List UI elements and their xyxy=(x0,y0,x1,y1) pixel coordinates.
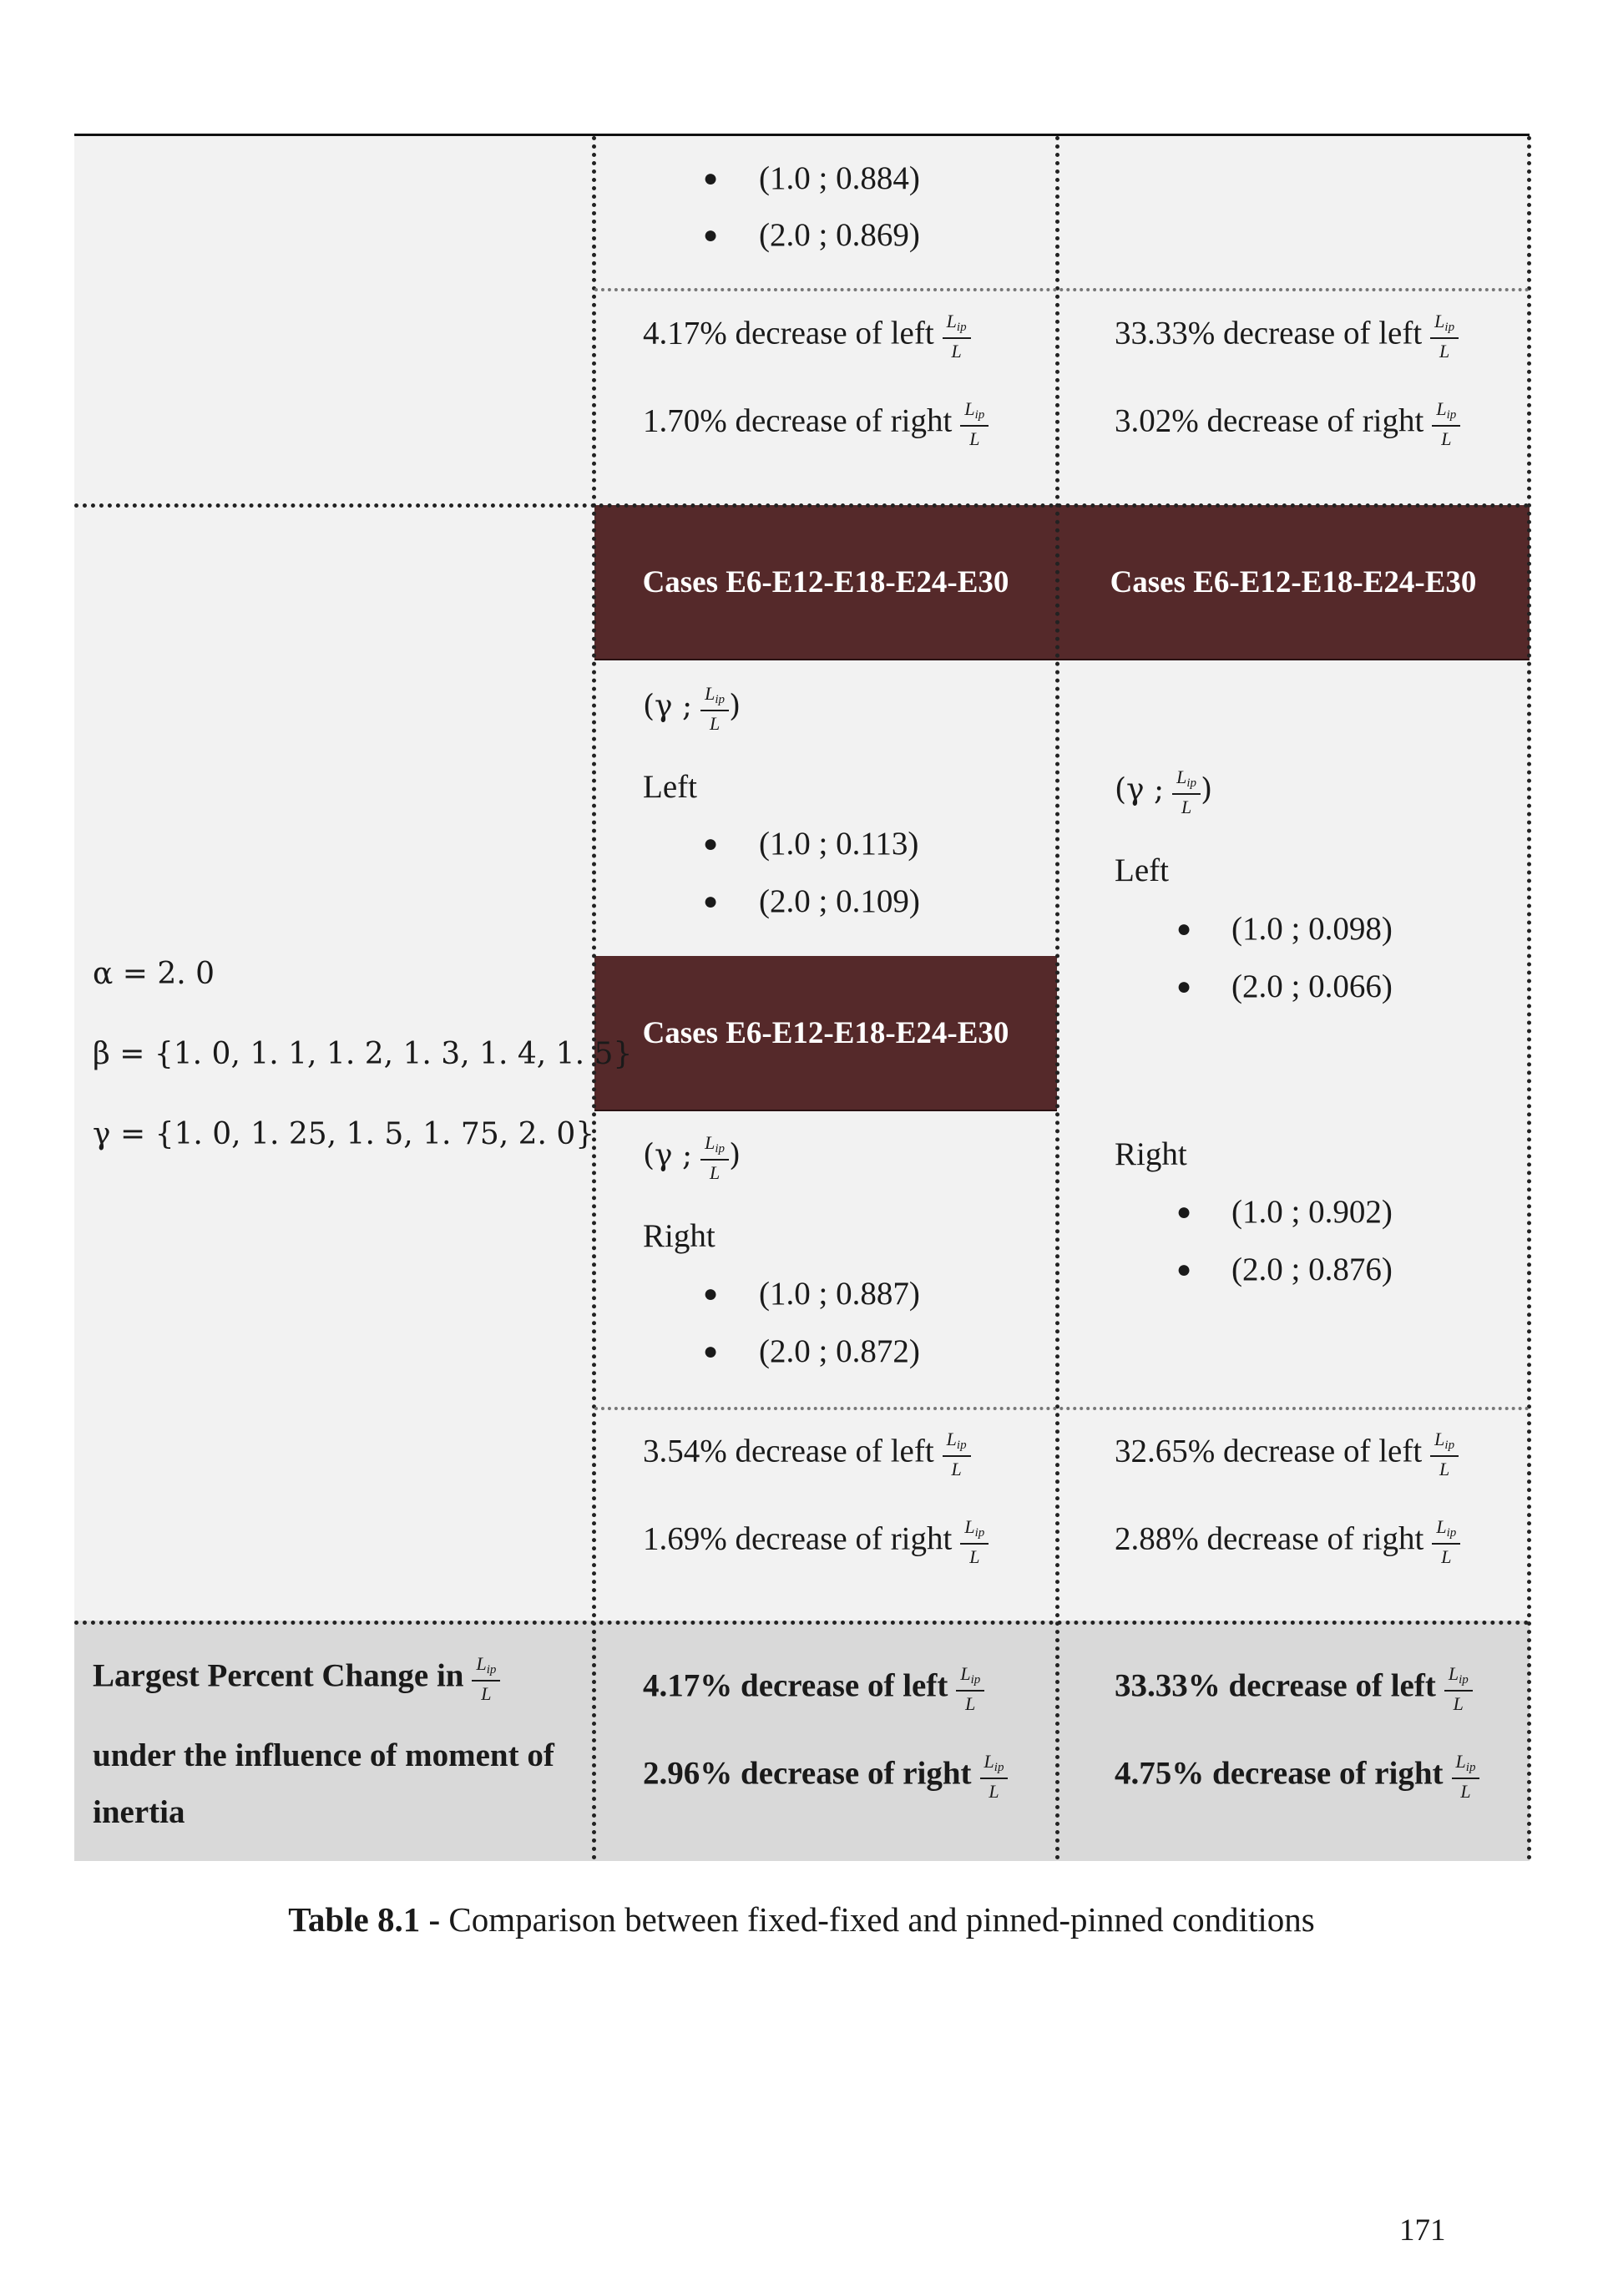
footer-right-left: 33.33% decrease of left $\frac{L_{ip}}{L}$ xyxy=(1115,1664,1473,1713)
lip-over-l-fraction: $\frac{L_{ip}}{L}$ xyxy=(700,684,729,733)
lip-over-l-fraction: $\frac{L_{ip}}{L}$ xyxy=(1432,399,1460,448)
second-summary-middle-right: 1.69% decrease of right $\frac{L_{ip}}{L}$ xyxy=(643,1517,989,1566)
bullet-glyph: ● xyxy=(1176,973,1192,1000)
bullet-glyph: ● xyxy=(703,221,719,249)
lip-over-l-fraction: $\frac{L_{ip}}{L}$ xyxy=(1452,1752,1480,1801)
param-beta: β = {1. 0, 1. 1, 1. 2, 1. 3, 1. 4, 1. 5} xyxy=(93,1037,633,1071)
top-point-2: (2.0 ; 0.869) xyxy=(759,217,920,253)
col-divider-2 xyxy=(1055,136,1059,1861)
footer-label-line-1: Largest Percent Change in $\frac{L_{ip}}{L}$ xyxy=(93,1654,500,1703)
footer-label-line-3: inertia xyxy=(93,1794,185,1830)
right-left-point-2: (2.0 ; 0.066) xyxy=(1231,968,1393,1004)
footer-right-right: 4.75% decrease of right $\frac{L_{ip}}{L}$ xyxy=(1115,1752,1479,1801)
second-summary-right-left: 32.65% decrease of left $\frac{L_{ip}}{L}$ xyxy=(1115,1429,1459,1479)
right-right-point-1: (1.0 ; 0.902) xyxy=(1231,1194,1393,1230)
gamma-lip-heading-middle-left: (γ ; $\frac{L_{ip}}{L}$ ) xyxy=(643,683,741,734)
lip-over-l-fraction: $\frac{L_{ip}}{L}$ xyxy=(960,399,989,448)
right-border xyxy=(1527,136,1531,1861)
right-right-label: Right xyxy=(1115,1136,1187,1172)
lip-over-l-fraction: $\frac{L_{ip}}{L}$ xyxy=(1432,1517,1460,1566)
middle-left-point-1: (1.0 ; 0.113) xyxy=(759,826,919,862)
lip-over-l-fraction: $\frac{L_{ip}}{L}$ xyxy=(1430,1429,1459,1479)
gamma-lip-heading-right: (γ ; $\frac{L_{ip}}{L}$ ) xyxy=(1115,766,1213,817)
bullet-glyph: ● xyxy=(703,1338,719,1365)
row-divider-footer xyxy=(74,1621,1530,1625)
lip-over-l-fraction: $\frac{L_{ip}}{L}$ xyxy=(956,1664,984,1713)
lip-over-l-fraction: $\frac{L_{ip}}{L}$ xyxy=(960,1517,989,1566)
top-summary-middle-left: 4.17% decrease of left $\frac{L_{ip}}{L}$ xyxy=(643,311,971,361)
footer-label-line-2: under the influence of moment of xyxy=(93,1737,554,1773)
bullet-glyph: ● xyxy=(703,164,719,192)
header-cases-right-top: Cases E6-E12-E18-E24-E30 xyxy=(1057,505,1530,660)
caption-label: Table 8.1 - xyxy=(288,1900,441,1939)
footer-middle-left: 4.17% decrease of left $\frac{L_{ip}}{L}$ xyxy=(643,1664,984,1713)
right-right-point-2: (2.0 ; 0.876) xyxy=(1231,1252,1393,1287)
bullet-glyph: ● xyxy=(703,1280,719,1307)
middle-right-point-1: (1.0 ; 0.887) xyxy=(759,1276,920,1312)
middle-left-label: Left xyxy=(643,769,697,805)
lip-over-l-fraction: $\frac{L_{ip}}{L}$ xyxy=(943,311,971,361)
lip-over-l-fraction: $\frac{L_{ip}}{L}$ xyxy=(980,1752,1009,1801)
lip-over-l-fraction: $\frac{L_{ip}}{L}$ xyxy=(1444,1664,1473,1713)
row-divider-top-summary xyxy=(594,288,1530,291)
bullet-glyph: ● xyxy=(1176,1256,1192,1283)
top-summary-middle-right: 1.70% decrease of right $\frac{L_{ip}}{L}$ xyxy=(643,399,989,448)
top-point-1: (1.0 ; 0.884) xyxy=(759,160,920,196)
table-caption xyxy=(0,1899,1603,1939)
bullet-glyph: ● xyxy=(703,888,719,915)
lip-over-l-fraction: $\frac{L_{ip}}{L}$ xyxy=(1172,767,1201,817)
col-divider-1 xyxy=(592,136,596,1861)
param-gamma: γ = {1. 0, 1. 25, 1. 5, 1. 75, 2. 0} xyxy=(93,1117,595,1151)
header-cases-middle-top: Cases E6-E12-E18-E24-E30 xyxy=(594,505,1057,660)
lip-over-l-fraction: $\frac{L_{ip}}{L}$ xyxy=(700,1133,729,1182)
header-cases-middle-mid: Cases E6-E12-E18-E24-E30 xyxy=(594,956,1057,1111)
comparison-table xyxy=(74,134,1530,1861)
bullet-glyph: ● xyxy=(703,830,719,857)
footer-middle-right: 2.96% decrease of right $\frac{L_{ip}}{L}$ xyxy=(643,1752,1008,1801)
lip-over-l-fraction: $\frac{L_{ip}}{L}$ xyxy=(472,1654,500,1703)
lip-over-l-fraction: $\frac{L_{ip}}{L}$ xyxy=(1430,311,1459,361)
param-alpha: α = 2. 0 xyxy=(93,957,215,991)
bullet-glyph: ● xyxy=(1176,915,1192,943)
top-summary-right-left: 33.33% decrease of left $\frac{L_{ip}}{L}$ xyxy=(1115,311,1459,361)
middle-right-point-2: (2.0 ; 0.872) xyxy=(759,1333,920,1369)
row-divider-second-summary xyxy=(594,1407,1530,1410)
page-number: 171 xyxy=(1399,2213,1446,2248)
gamma-lip-heading-middle-right: (γ ; $\frac{L_{ip}}{L}$ ) xyxy=(643,1132,741,1183)
second-summary-middle-left: 3.54% decrease of left $\frac{L_{ip}}{L}$ xyxy=(643,1429,971,1479)
right-left-label: Left xyxy=(1115,852,1169,888)
caption-text: Comparison between fixed-fixed and pinned-pinned conditions xyxy=(440,1900,1315,1939)
middle-left-point-2: (2.0 ; 0.109) xyxy=(759,883,920,919)
bullet-glyph: ● xyxy=(1176,1198,1192,1226)
middle-right-label: Right xyxy=(643,1218,716,1254)
row-divider-section xyxy=(74,503,1530,508)
second-summary-right-right: 2.88% decrease of right $\frac{L_{ip}}{L}$ xyxy=(1115,1517,1460,1566)
top-summary-right-right: 3.02% decrease of right $\frac{L_{ip}}{L}$ xyxy=(1115,399,1460,448)
lip-over-l-fraction: $\frac{L_{ip}}{L}$ xyxy=(943,1429,971,1479)
right-left-point-1: (1.0 ; 0.098) xyxy=(1231,911,1393,947)
